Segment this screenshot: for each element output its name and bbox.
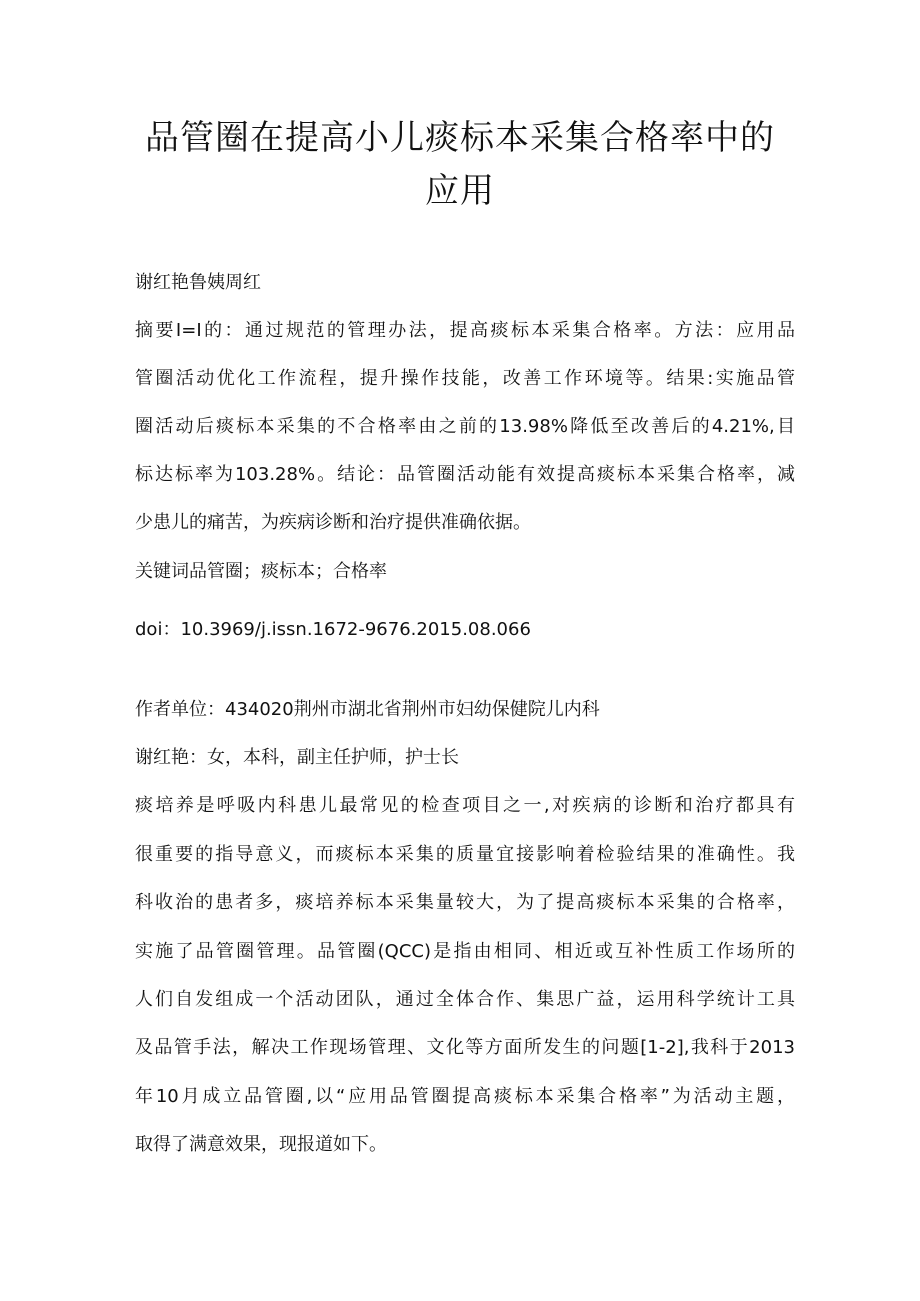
article-title-line-2: 应用	[425, 171, 495, 211]
body-line: 及品管手法，解决工作现场管理、文化等方面所发生的问题[1-2],我科于2013	[135, 1037, 795, 1058]
body-line: 实施了品管圈管理。品管圈(QCC)是指由相同、相近或互补性质工作场所的	[135, 941, 795, 962]
doi: doi：10.3969/j.issn.1672-9676.2015.08.066	[135, 619, 531, 640]
abstract-line: 圈活动后痰标本采集的不合格率由之前的13.98%降低至改善后的4.21%,目	[135, 416, 795, 437]
article-title-line-1: 品管圈在提高小儿痰标本采集合格率中的	[145, 118, 775, 158]
body-line: 很重要的指导意义，而痰标本采集的质量宜接影响着检验结果的准确性。我	[135, 844, 795, 865]
body-line: 取得了满意效果，现报道如下。	[135, 1134, 387, 1155]
author-names: 谢红艳鲁姨周红	[135, 272, 261, 293]
abstract-line: 摘要I=I的：通过规范的管理办法，提高痰标本采集合格率。方法：应用品	[135, 320, 795, 341]
author-info: 谢红艳：女，本科，副主任护师，护士长	[135, 747, 459, 768]
keywords: 关键词品管圈；痰标本；合格率	[135, 561, 387, 582]
abstract-line: 少患儿的痛苦，为疾病诊断和治疗提供准确依据。	[135, 512, 531, 533]
abstract-line: 标达标率为103.28%。结论：品管圈活动能有效提高痰标本采集合格率，减	[135, 464, 795, 485]
body-line: 人们自发组成一个活动团队，通过全体合作、集思广益，运用科学统计工具	[135, 989, 795, 1010]
body-line: 年10月成立品管圈,以“应用品管圈提高痰标本采集合格率”为活动主题，	[135, 1086, 795, 1107]
abstract-line: 管圈活动优化工作流程，提升操作技能，改善工作环境等。结果:实施品管	[135, 368, 795, 389]
body-line: 痰培养是呼吸内科患儿最常见的检查项目之一,对疾病的诊断和治疗都具有	[135, 795, 795, 816]
author-affiliation: 作者单位：434020荆州市湖北省荆州市妇幼保健院儿内科	[135, 699, 600, 720]
body-line: 科收治的患者多，痰培养标本采集量较大，为了提高痰标本采集的合格率，	[135, 892, 795, 913]
